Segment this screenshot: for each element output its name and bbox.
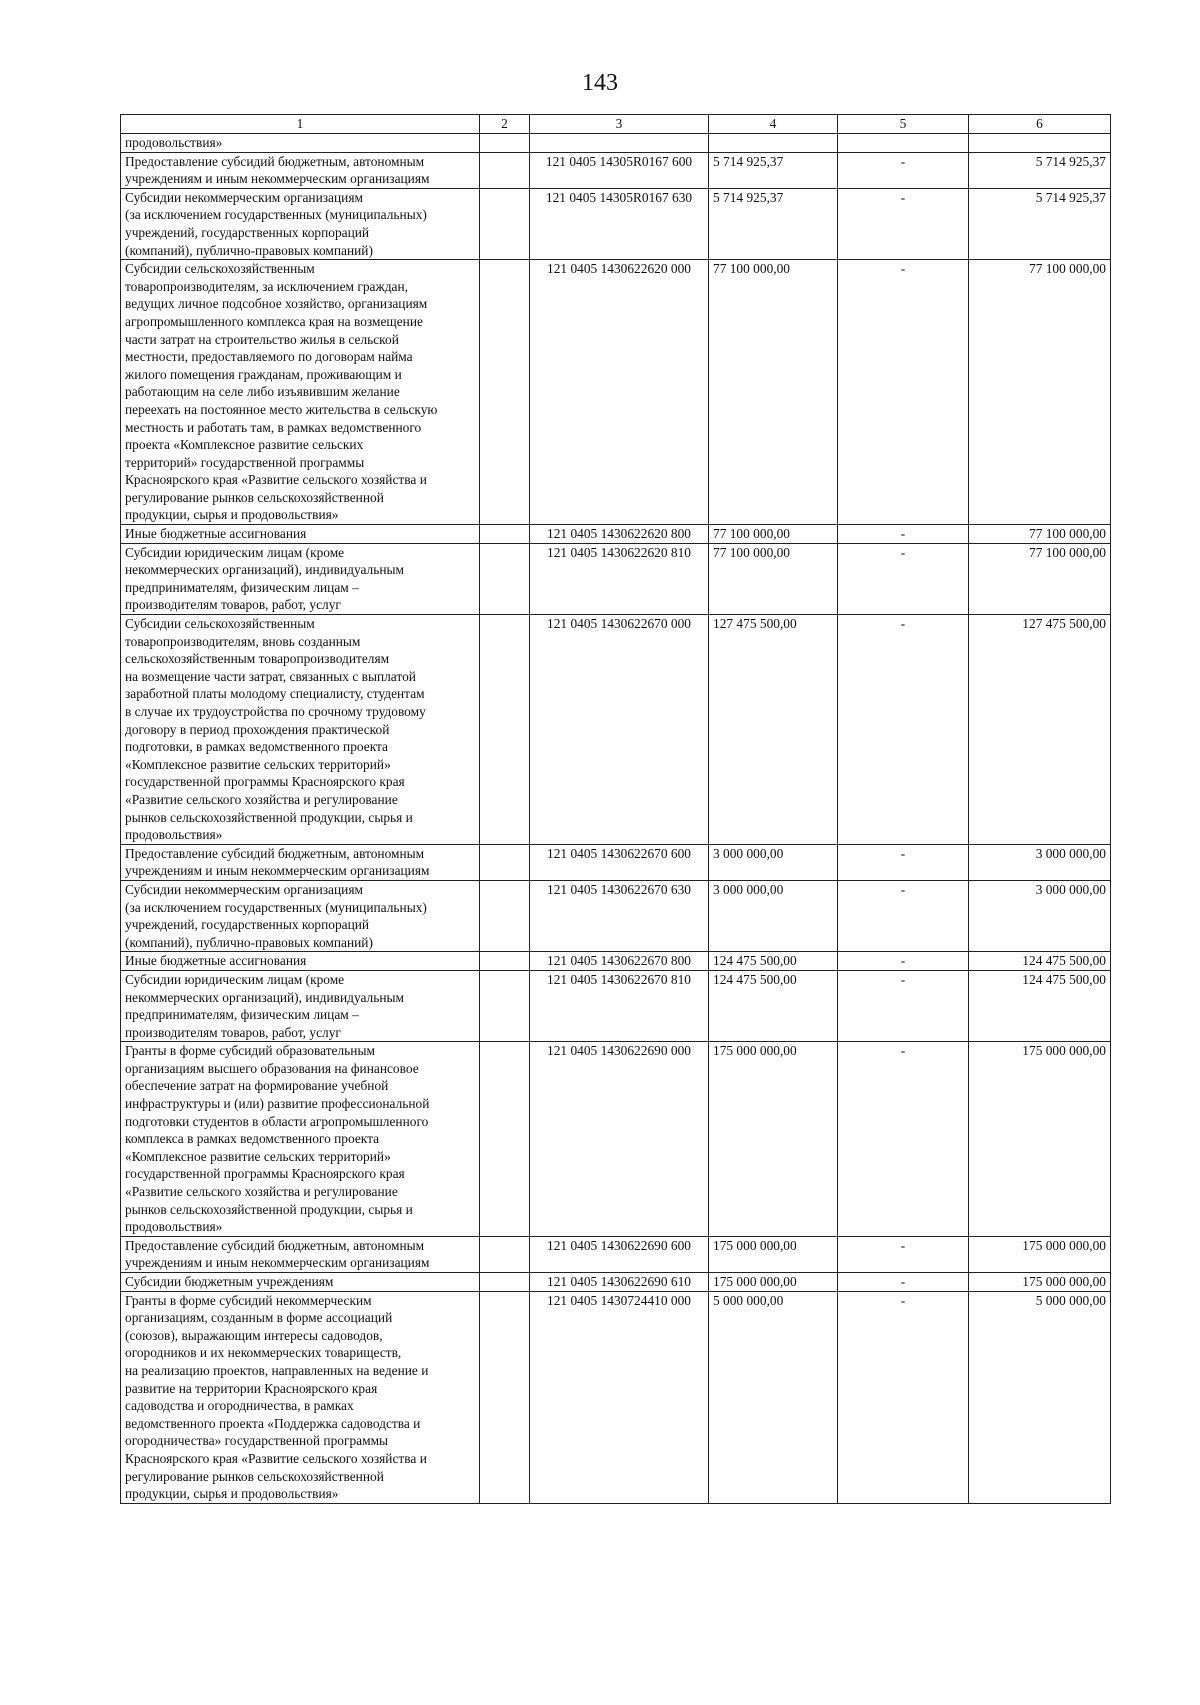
table-row [121,1236,1111,1272]
amount-cell: 175 000 000,00 [709,1273,838,1292]
column-2-cell [480,970,530,1041]
total-cell: 77 100 000,00 [969,260,1111,525]
table-row [121,970,1111,1041]
column-2-cell [480,952,530,971]
code-cell: 121 0405 14305R0167 600 [530,152,709,188]
amount-cell: 5 000 000,00 [709,1291,838,1503]
column-5-cell: - [838,844,969,880]
description-cell: Гранты в форме субсидий некоммерческим организациям, созданным в форме ассоциаций (союзов), выражающим интересы садоводов, огородников и их некоммерческих товариществ, на реализацию проектов, направленных на ведение и развитие на территории Красноярского края садоводства и огородничества, в рамках ведомственного проекта «Поддержка садоводства и огородничества» государственной программы Красноярского края «Развитие сельского хозяйства и регулирование рынков сельскохозяйственной продукции, сырья и продовольствия» [121,1291,480,1503]
total-cell: 3 000 000,00 [969,844,1111,880]
description-cell: Предоставление субсидий бюджетным, автономным учреждениям и иным некоммерческим организациям [121,844,480,880]
table-row [121,880,1111,951]
column-5-cell: - [838,952,969,971]
column-2-cell [480,543,530,614]
column-5-cell: - [838,1236,969,1272]
amount-cell: 5 714 925,37 [709,152,838,188]
code-cell: 121 0405 1430622690 600 [530,1236,709,1272]
total-cell: 124 475 500,00 [969,952,1111,971]
total-cell: 124 475 500,00 [969,970,1111,1041]
column-2-cell [480,1042,530,1237]
column-5-cell: - [838,970,969,1041]
amount-cell: 175 000 000,00 [709,1236,838,1272]
description-cell: Субсидии некоммерческим организациям (за исключением государственных (муниципальных) учреждений, государственных корпораций (компаний), публично-правовых компаний) [121,188,480,259]
total-cell: 77 100 000,00 [969,543,1111,614]
amount-cell: 3 000 000,00 [709,844,838,880]
total-cell: 5 714 925,37 [969,152,1111,188]
table-row [121,952,1111,971]
column-5-cell: - [838,1042,969,1237]
column-header-5: 5 [838,115,969,134]
total-cell: 77 100 000,00 [969,525,1111,544]
page-number: 143 [582,70,618,96]
table-row [121,134,1111,153]
total-cell: 5 714 925,37 [969,188,1111,259]
table-row [121,1291,1111,1503]
total-cell: 175 000 000,00 [969,1273,1111,1292]
description-cell: Предоставление субсидий бюджетным, автономным учреждениям и иным некоммерческим организациям [121,152,480,188]
description-cell: Субсидии некоммерческим организациям (за исключением государственных (муниципальных) учреждений, государственных корпораций (компаний), публично-правовых компаний) [121,880,480,951]
column-2-cell [480,525,530,544]
column-header-4: 4 [709,115,838,134]
code-cell: 121 0405 1430622670 630 [530,880,709,951]
column-2-cell [480,880,530,951]
table-row [121,844,1111,880]
total-cell: 3 000 000,00 [969,880,1111,951]
total-cell: 175 000 000,00 [969,1042,1111,1237]
amount-cell [709,134,838,153]
column-5-cell: - [838,260,969,525]
table-row [121,260,1111,525]
total-cell: 175 000 000,00 [969,1236,1111,1272]
table-body [121,134,1111,1504]
description-cell: Предоставление субсидий бюджетным, автономным учреждениям и иным некоммерческим организациям [121,1236,480,1272]
column-5-cell [838,134,969,153]
total-cell: 5 000 000,00 [969,1291,1111,1503]
description-cell: Субсидии сельскохозяйственным товаропроизводителям, за исключением граждан, ведущих личное подсобное хозяйство, организациям агропромышленного комплекса края на возмещение части затрат на строительство жилья в сельской местности, предоставляемого по договорам найма жилого помещения гражданам, проживающим и работающим на селе либо изъявившим желание переехать на постоянное место жительства в сельскую местность и работать там, в рамках ведомственного проекта «Комплексное развитие сельских территорий» государственной программы Красноярского края «Развитие сельского хозяйства и регулирование рынков сельскохозяйственной продукции, сырья и продовольствия» [121,260,480,525]
amount-cell: 124 475 500,00 [709,970,838,1041]
column-5-cell: - [838,615,969,845]
header-row [121,115,1111,134]
amount-cell: 5 714 925,37 [709,188,838,259]
total-cell [969,134,1111,153]
code-cell: 121 0405 1430622670 810 [530,970,709,1041]
column-header-2: 2 [480,115,530,134]
code-cell: 121 0405 1430622620 810 [530,543,709,614]
code-cell: 121 0405 1430622620 800 [530,525,709,544]
code-cell: 121 0405 1430622620 000 [530,260,709,525]
code-cell: 121 0405 1430622670 600 [530,844,709,880]
budget-table [120,114,1111,1504]
column-2-cell [480,844,530,880]
code-cell: 121 0405 1430724410 000 [530,1291,709,1503]
column-5-cell: - [838,543,969,614]
column-2-cell [480,1236,530,1272]
code-cell: 121 0405 1430622690 610 [530,1273,709,1292]
table-row [121,1273,1111,1292]
column-5-cell: - [838,152,969,188]
code-cell: 121 0405 1430622670 000 [530,615,709,845]
code-cell: 121 0405 1430622690 000 [530,1042,709,1237]
table-row [121,1042,1111,1237]
description-cell: Субсидии юридическим лицам (кроме некоммерческих организаций), индивидуальным предпринимателям, физическим лицам – производителям товаров, работ, услуг [121,543,480,614]
amount-cell: 175 000 000,00 [709,1042,838,1237]
amount-cell: 127 475 500,00 [709,615,838,845]
amount-cell: 77 100 000,00 [709,543,838,614]
column-2-cell [480,1273,530,1292]
column-2-cell [480,134,530,153]
code-cell [530,134,709,153]
column-2-cell [480,152,530,188]
table-row [121,543,1111,614]
column-2-cell [480,188,530,259]
table-row [121,615,1111,845]
column-5-cell: - [838,1291,969,1503]
column-header-1: 1 [121,115,480,134]
amount-cell: 3 000 000,00 [709,880,838,951]
amount-cell: 77 100 000,00 [709,260,838,525]
amount-cell: 124 475 500,00 [709,952,838,971]
column-2-cell [480,615,530,845]
total-cell: 127 475 500,00 [969,615,1111,845]
description-cell: Субсидии бюджетным учреждениям [121,1273,480,1292]
description-cell: Субсидии сельскохозяйственным товаропроизводителям, вновь созданным сельскохозяйственным товаропроизводителям на возмещение части затрат, связанных с выплатой заработной платы молодому специалисту, студентам в случае их трудоустройства по срочному трудовому договору в период прохождения практической подготовки, в рамках ведомственного проекта «Комплексное развитие сельских территорий» государственной программы Красноярского края «Развитие сельского хозяйства и регулирование рынков сельскохозяйственной продукции, сырья и продовольствия» [121,615,480,845]
column-5-cell: - [838,1273,969,1292]
description-cell: Иные бюджетные ассигнования [121,525,480,544]
column-2-cell [480,260,530,525]
amount-cell: 77 100 000,00 [709,525,838,544]
table-row [121,525,1111,544]
column-2-cell [480,1291,530,1503]
description-cell: продовольствия» [121,134,480,153]
table-row [121,152,1111,188]
column-5-cell: - [838,525,969,544]
description-cell: Гранты в форме субсидий образовательным организациям высшего образования на финансовое обеспечение затрат на формирование учебной инфраструктуры и (или) развитие профессиональной подготовки студентов в области агропромышленного комплекса в рамках ведомственного проекта «Комплексное развитие сельских территорий» государственной программы Красноярского края «Развитие сельского хозяйства и регулирование рынков сельскохозяйственной продукции, сырья и продовольствия» [121,1042,480,1237]
description-cell: Субсидии юридическим лицам (кроме некоммерческих организаций), индивидуальным предпринимателям, физическим лицам – производителям товаров, работ, услуг [121,970,480,1041]
column-header-3: 3 [530,115,709,134]
column-5-cell: - [838,188,969,259]
code-cell: 121 0405 1430622670 800 [530,952,709,971]
code-cell: 121 0405 14305R0167 630 [530,188,709,259]
column-header-6: 6 [969,115,1111,134]
table-row [121,188,1111,259]
column-5-cell: - [838,880,969,951]
description-cell: Иные бюджетные ассигнования [121,952,480,971]
